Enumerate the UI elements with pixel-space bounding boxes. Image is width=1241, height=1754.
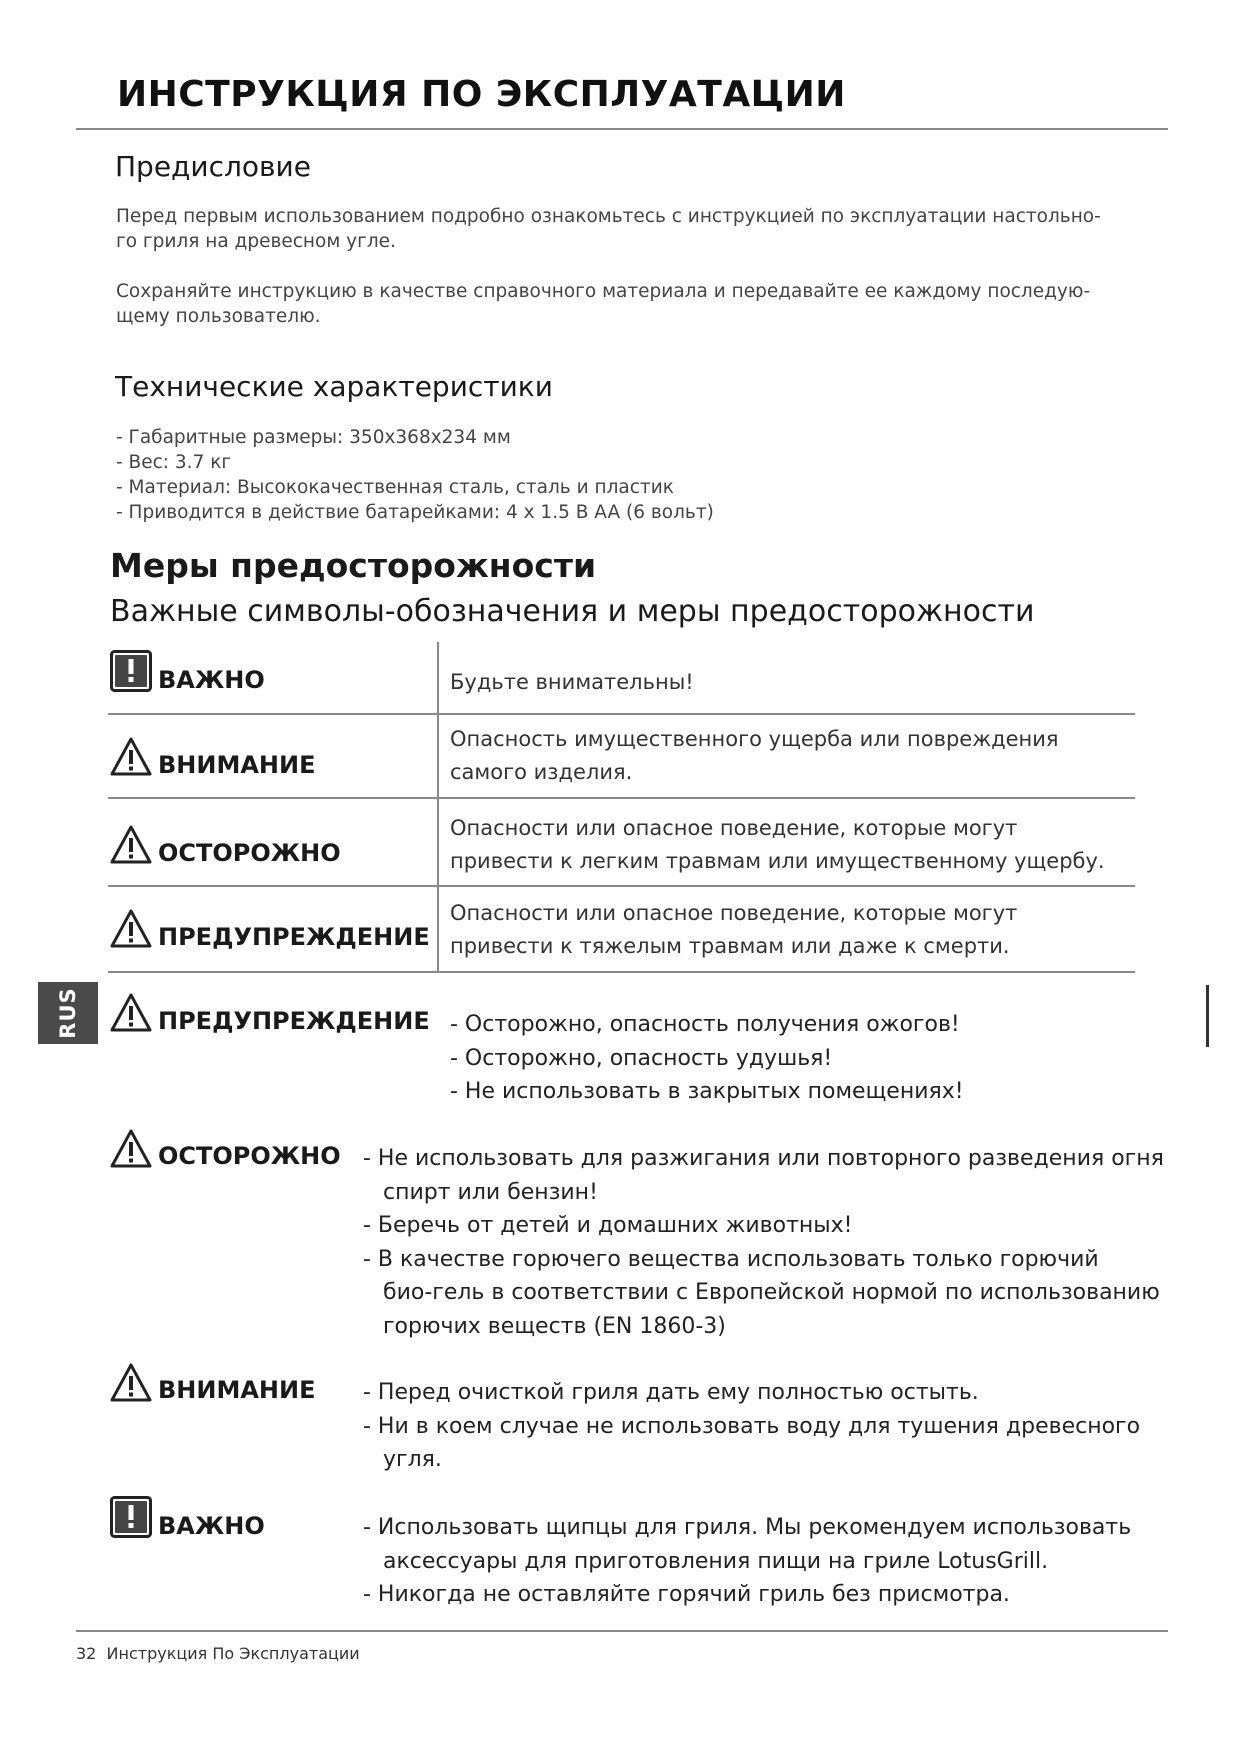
paragraph-line: щему пользователю. [116,306,321,327]
footer-divider [76,1630,1168,1632]
table-label-warning: ПРЕДУПРЕЖДЕНИЕ [158,923,430,951]
table-label-attention: ВНИМАНИЕ [158,751,316,779]
preface-paragraph-2 [116,279,1156,329]
list-item: - Осторожно, опасность удушья! [450,1045,833,1071]
attention-block-label: ВНИМАНИЕ [158,1376,316,1404]
list-item: - Никогда не оставляйте горячий гриль без присмотра. [363,1582,1010,1607]
table-row-divider [108,885,1135,887]
description-line: Будьте внимательны! [450,670,694,694]
page-title: ИНСТРУКЦИЯ ПО ЭКСПЛУАТАЦИИ [117,74,846,115]
list-item-continuation: био-гель в соответствии с Европейской нормой по использованию [383,1280,1160,1305]
warning-triangle-icon [110,992,152,1034]
preface-paragraph-1 [116,204,1156,254]
warning-block-list [450,1008,964,1109]
spec-item: - Приводится в действие батарейками: 4 x 1.5 В AA (6 вольт) [116,502,714,523]
list-item-continuation: горючих веществ (EN 1860-3) [383,1313,726,1339]
warning-triangle-icon [110,736,152,778]
language-tab-label: RUS [56,987,80,1039]
important-square-icon [110,650,152,692]
preface-heading: Предисловие [115,150,311,183]
attention-block-list [363,1376,1140,1477]
footer-title: Инструкция По Эксплуатации [106,1644,360,1663]
list-item: - Ни в коем случае не использовать воду для тушения древесного [363,1413,1141,1439]
paragraph-line: го гриля на древесном угле. [116,231,396,252]
list-item: - Осторожно, опасность получения ожогов! [450,1012,960,1037]
list-item: - Не использовать в закрытых помещениях! [450,1079,964,1104]
language-tab [38,982,98,1044]
margin-marker [1206,985,1209,1047]
list-item-continuation: спирт или бензин! [383,1179,598,1205]
table-row-divider [108,713,1135,715]
important-block-label: ВАЖНО [158,1512,265,1540]
table-description [450,666,694,699]
list-item-continuation: угля. [383,1447,442,1472]
important-block-list [363,1511,1131,1612]
warning-triangle-icon [110,1362,152,1404]
page-number: 32 [76,1644,97,1663]
spec-item: - Габаритные размеры: 350x368x234 мм [116,427,511,448]
description-line: самого изделия. [450,760,633,784]
description-line: привести к легким травмам или имущественному ущербу. [450,849,1105,873]
list-item: - Использовать щипцы для гриля. Мы рекомендуем использовать [363,1515,1132,1540]
description-line: Опасности или опасное поведение, которые могут [450,816,1018,840]
caution-block-label: ОСТОРОЖНО [158,1142,341,1170]
warning-triangle-icon [110,824,152,866]
warning-block-label: ПРЕДУПРЕЖДЕНИЕ [158,1007,430,1035]
list-item: - Беречь от детей и домашних животных! [363,1213,853,1238]
precautions-subheading: Важные символы-обозначения и меры предосторожности [110,594,1035,629]
description-line: Опасность имущественного ущерба или повреждения [450,727,1059,751]
table-label-important: ВАЖНО [158,666,265,694]
description-line: Опасности или опасное поведение, которые могут [450,901,1018,925]
list-item: - Перед очисткой гриля дать ему полностью остыть. [363,1380,979,1405]
table-description [450,897,1017,963]
spec-item: - Материал: Высококачественная сталь, сталь и пластик [116,477,674,498]
precautions-heading: Меры предосторожности [110,546,597,585]
table-column-divider [437,642,439,973]
table-description [450,812,1105,878]
warning-triangle-icon [110,1128,152,1170]
specs-heading: Технические характеристики [115,370,553,403]
header-divider [76,128,1168,130]
spec-item: - Вес: 3.7 кг [116,452,232,473]
paragraph-line: Перед первым использованием подробно ознакомьтесь с инструкцией по эксплуатации настольно- [116,206,1101,227]
warning-triangle-icon [110,908,152,950]
important-square-icon [110,1496,152,1538]
caution-block-list [363,1142,1164,1343]
table-row-divider [108,971,1135,973]
list-item: - В качестве горючего вещества использовать только горючий [363,1246,1099,1272]
specs-list [116,425,714,525]
paragraph-line: Сохраняйте инструкцию в качестве справочного материала и передавайте ее каждому последую- [116,281,1091,302]
description-line: привести к тяжелым травмам или даже к смерти. [450,934,1010,958]
table-row-divider [108,797,1135,799]
page-footer [76,1644,360,1663]
list-item-continuation: аксессуары для приготовления пищи на гриле LotusGrill. [383,1548,1049,1574]
list-item: - Не использовать для разжигания или повторного разведения огня [363,1146,1164,1171]
table-description [450,723,1059,789]
table-label-caution: ОСТОРОЖНО [158,839,341,867]
